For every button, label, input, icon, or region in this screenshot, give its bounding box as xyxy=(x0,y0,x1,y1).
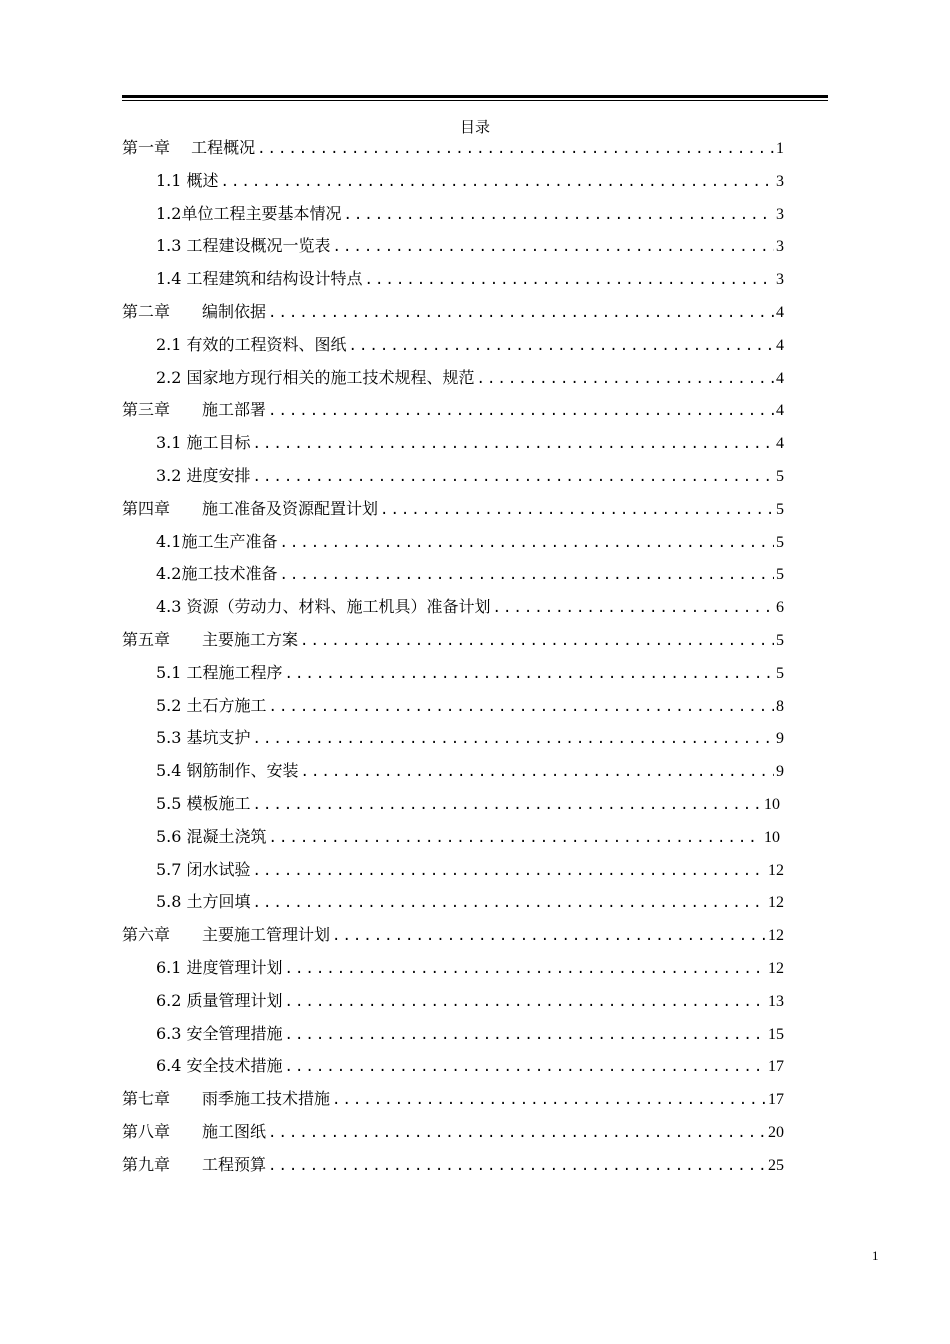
toc-leader-dots xyxy=(343,199,774,231)
table-of-contents xyxy=(122,132,784,1182)
toc-leader-dots xyxy=(380,494,774,526)
toc-leader-dots xyxy=(253,461,774,493)
toc-entry-label: 1.1 概述 xyxy=(156,170,219,190)
toc-entry-label: 第八章 施工图纸 xyxy=(122,1121,267,1141)
toc-section-entry[interactable] xyxy=(122,854,784,887)
toc-entry-page: 4 xyxy=(776,435,784,453)
toc-leader-dots xyxy=(300,625,774,657)
toc-entry-label: 4.3 资源（劳动力、材料、施工机具）准备计划 xyxy=(156,597,491,617)
toc-entry-page: 12 xyxy=(768,861,784,879)
toc-entry-page: 8 xyxy=(776,697,784,715)
toc-leader-dots xyxy=(268,1117,766,1149)
toc-entry-label: 6.3 安全管理措施 xyxy=(156,1023,283,1043)
toc-section-entry[interactable] xyxy=(122,952,784,985)
toc-leader-dots xyxy=(253,723,774,755)
toc-chapter-entry[interactable] xyxy=(122,1083,784,1116)
toc-leader-dots xyxy=(253,887,766,919)
toc-chapter-entry[interactable] xyxy=(122,624,784,657)
toc-entry-page: 13 xyxy=(768,992,784,1010)
toc-entry-page: 10 xyxy=(764,828,780,846)
toc-entry-label: 1.3 工程建设概况一览表 xyxy=(156,236,331,256)
toc-leader-dots xyxy=(285,658,774,690)
toc-entry-page: 25 xyxy=(768,1156,784,1174)
toc-section-entry[interactable] xyxy=(122,263,784,296)
toc-leader-dots xyxy=(279,527,774,559)
toc-entry-label: 第九章 工程预算 xyxy=(122,1154,267,1174)
toc-leader-dots xyxy=(268,297,774,329)
toc-entry-page: 5 xyxy=(776,566,784,584)
toc-entry-page: 10 xyxy=(764,795,780,813)
toc-leader-dots xyxy=(253,428,774,460)
toc-entry-label: 第一章 工程概况 xyxy=(122,138,256,157)
toc-leader-dots xyxy=(349,330,774,362)
toc-entry-label: 2.1 有效的工程资料、图纸 xyxy=(156,334,347,354)
toc-entry-page: 5 xyxy=(776,664,784,682)
toc-entry-page: 6 xyxy=(776,599,784,617)
toc-entry-page: 12 xyxy=(768,894,784,912)
toc-entry-label: 第二章 编制依据 xyxy=(122,301,267,321)
toc-chapter-entry[interactable] xyxy=(122,1116,784,1149)
toc-entry-label: 6.2 质量管理计划 xyxy=(156,990,283,1010)
toc-entry-label: 5.3 基坑支护 xyxy=(156,728,251,748)
toc-section-entry[interactable] xyxy=(122,755,784,788)
toc-entry-label: 5.2 土石方施工 xyxy=(156,695,267,715)
toc-entry-label: 1.4 工程建筑和结构设计特点 xyxy=(156,269,363,289)
toc-section-entry[interactable] xyxy=(122,722,784,755)
toc-leader-dots xyxy=(269,822,762,854)
toc-section-entry[interactable] xyxy=(122,329,784,362)
toc-leader-dots xyxy=(285,1019,766,1051)
toc-entry-page: 5 xyxy=(776,533,784,551)
toc-entry-page: 20 xyxy=(768,1123,784,1141)
toc-entry-page: 3 xyxy=(776,238,784,256)
toc-chapter-entry[interactable] xyxy=(122,919,784,952)
toc-entry-page: 9 xyxy=(776,763,784,781)
toc-entry-page: 17 xyxy=(768,1091,784,1109)
toc-leader-dots xyxy=(285,986,766,1018)
toc-leader-dots xyxy=(285,1051,766,1083)
toc-leader-dots xyxy=(285,953,766,985)
toc-entry-label: 4.1施工生产准备 xyxy=(156,531,278,551)
toc-chapter-entry[interactable] xyxy=(122,132,784,165)
toc-entry-page: 17 xyxy=(768,1058,784,1076)
toc-entry-page: 4 xyxy=(776,369,784,387)
toc-entry-label: 第六章 主要施工管理计划 xyxy=(122,925,331,945)
toc-section-entry[interactable] xyxy=(122,558,784,591)
toc-entry-page: 5 xyxy=(776,631,784,649)
toc-leader-dots xyxy=(221,166,774,198)
toc-entry-label: 第五章 主要施工方案 xyxy=(122,629,299,649)
toc-leader-dots xyxy=(333,231,774,263)
toc-title: 目录 xyxy=(459,118,490,136)
toc-chapter-entry[interactable] xyxy=(122,394,784,427)
toc-entry-page: 3 xyxy=(776,172,784,190)
toc-entry-page: 12 xyxy=(768,959,784,977)
toc-leader-dots xyxy=(268,1150,766,1182)
toc-chapter-entry[interactable] xyxy=(122,296,784,329)
toc-entry-label: 2.2 国家地方现行相关的施工技术规程、规范 xyxy=(156,367,475,387)
toc-entry-label: 5.8 土方回填 xyxy=(156,892,251,912)
toc-entry-page: 4 xyxy=(776,402,784,420)
toc-leader-dots xyxy=(332,920,766,952)
toc-section-entry[interactable] xyxy=(122,1050,784,1083)
toc-section-entry[interactable] xyxy=(122,690,784,723)
toc-section-entry[interactable] xyxy=(122,427,784,460)
toc-entry-page: 5 xyxy=(776,467,784,485)
toc-entry-label: 第三章 施工部署 xyxy=(122,400,267,420)
toc-section-entry[interactable] xyxy=(122,165,784,198)
toc-entry-page: 5 xyxy=(776,500,784,518)
toc-entry-page: 3 xyxy=(776,271,784,289)
toc-entry-label: 第七章 雨季施工技术措施 xyxy=(122,1089,331,1109)
toc-section-entry[interactable] xyxy=(122,591,784,624)
toc-entry-label: 6.4 安全技术措施 xyxy=(156,1056,283,1076)
toc-leader-dots xyxy=(332,1084,766,1116)
toc-section-entry[interactable] xyxy=(122,460,784,493)
toc-leader-dots xyxy=(269,691,774,723)
toc-entry-page: 4 xyxy=(776,303,784,321)
toc-leader-dots xyxy=(253,855,766,887)
toc-entry-label: 5.1 工程施工程序 xyxy=(156,662,283,682)
toc-section-entry[interactable] xyxy=(122,198,784,231)
page-number: 1 xyxy=(872,1248,879,1263)
toc-section-entry[interactable] xyxy=(122,657,784,690)
toc-section-entry[interactable] xyxy=(122,230,784,263)
toc-section-entry[interactable] xyxy=(122,821,784,854)
toc-entry-label: 3.2 进度安排 xyxy=(156,465,251,485)
toc-section-entry[interactable] xyxy=(122,526,784,559)
toc-leader-dots xyxy=(253,789,762,821)
toc-entry-label: 5.4 钢筋制作、安装 xyxy=(156,761,299,781)
toc-entry-label: 5.7 闭水试验 xyxy=(156,859,251,879)
toc-entry-label: 5.5 模板施工 xyxy=(156,793,251,813)
toc-entry-label: 5.6 混凝土浇筑 xyxy=(156,826,267,846)
toc-entry-page: 1 xyxy=(776,140,784,157)
toc-section-entry[interactable] xyxy=(122,886,784,919)
toc-leader-dots xyxy=(493,592,774,624)
header-rule-thin xyxy=(122,100,828,101)
toc-section-entry[interactable] xyxy=(122,985,784,1018)
toc-leader-dots xyxy=(268,395,774,427)
toc-entry-page: 12 xyxy=(768,927,784,945)
toc-entry-label: 第四章 施工准备及资源配置计划 xyxy=(122,498,379,518)
toc-leader-dots xyxy=(279,559,774,591)
toc-section-entry[interactable] xyxy=(122,362,784,395)
toc-entry-label: 4.2施工技术准备 xyxy=(156,564,278,584)
toc-entry-page: 3 xyxy=(776,205,784,223)
toc-entry-page: 9 xyxy=(776,730,784,748)
toc-leader-dots xyxy=(301,756,774,788)
toc-leader-dots xyxy=(365,264,774,296)
toc-section-entry[interactable] xyxy=(122,1018,784,1051)
toc-entry-label: 1.2单位工程主要基本情况 xyxy=(156,203,342,223)
toc-entry-label: 6.1 进度管理计划 xyxy=(156,957,283,977)
toc-chapter-entry[interactable] xyxy=(122,1149,784,1182)
toc-entry-page: 4 xyxy=(776,336,784,354)
toc-section-entry[interactable] xyxy=(122,788,784,821)
header-rule-thick xyxy=(122,95,828,98)
toc-entry-page: 15 xyxy=(768,1025,784,1043)
toc-entry-label: 3.1 施工目标 xyxy=(156,433,251,453)
toc-leader-dots xyxy=(257,133,774,165)
toc-leader-dots xyxy=(477,363,774,395)
toc-chapter-entry[interactable] xyxy=(122,493,784,526)
